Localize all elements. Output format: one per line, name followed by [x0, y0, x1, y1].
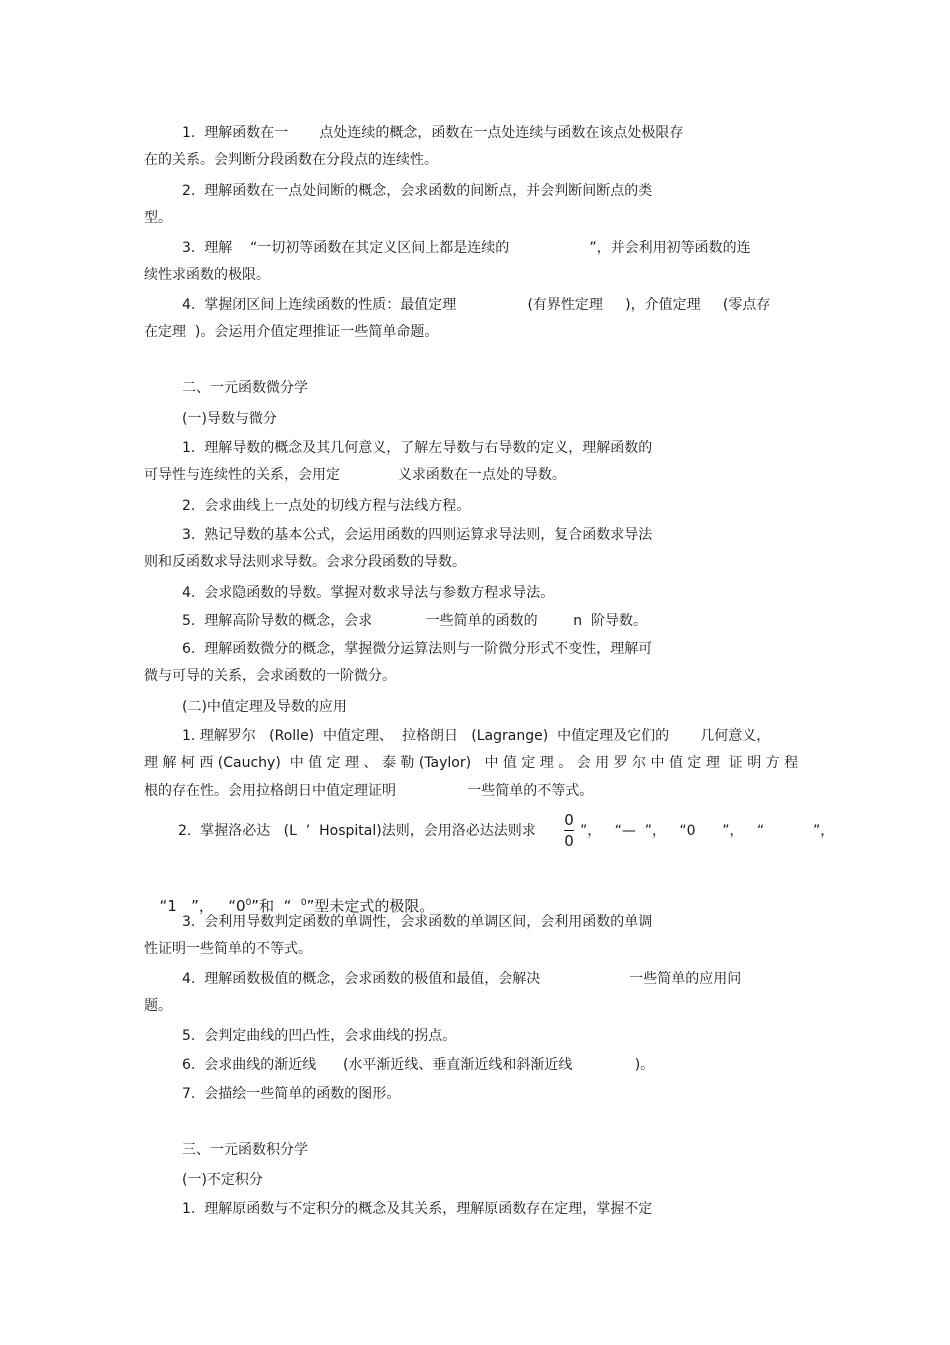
para-derivative-1-line2: 可导性与连续性的关系，会用定 义求函数在一点处的导数。 — [144, 467, 566, 483]
superscript-zero-a: 0 — [245, 898, 252, 908]
para-continuity-1-line2: 在的关系。会判断分段函数在分段点的连续性。 — [144, 152, 438, 168]
para-integral-1-line1: 1. 理解原函数与不定积分的概念及其关系，理解原函数存在定理，掌握不定 — [182, 1201, 653, 1217]
para-derivative-5: 5. 理解高阶导数的概念，会求 一些简单的函数的 n 阶导数。 — [182, 613, 648, 629]
para-lhospital-line2 — [150, 876, 434, 915]
section-title-integral: 三、一元函数积分学 — [182, 1142, 308, 1158]
para-mvt-1-line3: 根的存在性。会用拉格朗日中值定理证明 一些简单的不等式。 — [144, 783, 594, 799]
para-derivative-3-line1: 3. 熟记导数的基本公式，会运用函数的四则运算求导法则，复合函数求导法 — [182, 527, 653, 543]
subsection-mean-value: (二)中值定理及导数的应用 — [182, 699, 347, 715]
para-continuity-2-line1: 2. 理解函数在一点处间断的概念，会求函数的间断点，并会判断间断点的类 — [182, 183, 653, 199]
para-continuity-4-line2: 在定理 )。会运用介值定理推证一些简单命题。 — [144, 324, 439, 340]
fraction-zero-over-zero — [560, 812, 578, 849]
para-mvt-7: 7. 会描绘一些简单的函数的图形。 — [182, 1086, 401, 1102]
form-and: ”和 “ — [251, 897, 301, 915]
para-mvt-4-line1: 4. 理解函数极值的概念，会求函数的极值和最值，会解决 一些简单的应用问 — [182, 971, 742, 987]
para-derivative-2: 2. 会求曲线上一点处的切线方程与法线方程。 — [182, 498, 471, 514]
para-derivative-1-line1: 1. 理解导数的概念及其几何意义，了解左导数与右导数的定义，理解函数的 — [182, 440, 653, 456]
form-one-power: “1 ”， “0 — [159, 897, 246, 915]
para-mvt-6: 6. 会求曲线的渐近线 (水平渐近线、垂直渐近线和斜渐近线 )。 — [182, 1057, 655, 1073]
fraction-numerator: 0 — [564, 811, 574, 829]
para-continuity-1-line1: 1. 理解函数在一 点处连续的概念，函数在一点处连续与函数在该点处极限存 — [182, 125, 684, 141]
para-mvt-3-line2: 性证明一些简单的不等式。 — [144, 941, 312, 957]
para-continuity-3-line1: 3. 理解 “一切初等函数在其定义区间上都是连续的 ”，并会利用初等函数的连 — [182, 240, 751, 256]
form-tail: ”型未定式的极限。 — [306, 897, 435, 915]
fraction-bar — [564, 830, 574, 831]
para-derivative-6-line2: 微与可导的关系，会求函数的一阶微分。 — [144, 668, 396, 684]
subsection-indefinite-integral: (一)不定积分 — [182, 1172, 263, 1188]
para-mvt-3-line1: 3. 会利用导数判定函数的单调性，会求函数的单调区间，会利用函数的单调 — [182, 914, 653, 930]
para-continuity-4-line1: 4. 掌握闭区间上连续函数的性质：最值定理 (有界性定理 )，介值定理 (零点存 — [182, 297, 771, 313]
para-mvt-1-line1: 1. 理解罗尔 (Rolle) 中值定理、 拉格朗日 (Lagrange) 中值定理及它们的 几何意义， — [182, 728, 771, 744]
fraction-denominator: 0 — [564, 832, 574, 850]
subsection-derivative: (一)导数与微分 — [182, 411, 277, 427]
para-lhospital-forms: ”， “— ”， “0 ”， “ ”， — [580, 823, 835, 839]
para-derivative-4: 4. 会求隐函数的导数。掌握对数求导法与参数方程求导法。 — [182, 585, 555, 601]
para-lhospital-line1: 2. 掌握洛必达 (L ’ Hospital)法则，会用洛必达法则求 — [178, 823, 536, 839]
para-mvt-5: 5. 会判定曲线的凹凸性，会求曲线的拐点。 — [182, 1028, 457, 1044]
para-mvt-1-line2: 理 解 柯 西 (Cauchy) 中 值 定 理 、 泰 勒 (Taylor) 中 值 定 理 。 会 用 罗 尔 中 值 定 理 证 明 方 程 — [144, 755, 799, 771]
para-derivative-6-line1: 6. 理解函数微分的概念，掌握微分运算法则与一阶微分形式不变性，理解可 — [182, 641, 653, 657]
para-continuity-2-line2: 型。 — [144, 210, 172, 226]
section-title-differential: 二、一元函数微分学 — [182, 380, 308, 396]
para-continuity-3-line2: 续性求函数的极限。 — [144, 267, 270, 283]
superscript-zero-b: 0 — [300, 898, 307, 908]
para-mvt-4-line2: 题。 — [144, 998, 172, 1014]
para-derivative-3-line2: 则和反函数求导法则求导数。会求分段函数的导数。 — [144, 554, 466, 570]
